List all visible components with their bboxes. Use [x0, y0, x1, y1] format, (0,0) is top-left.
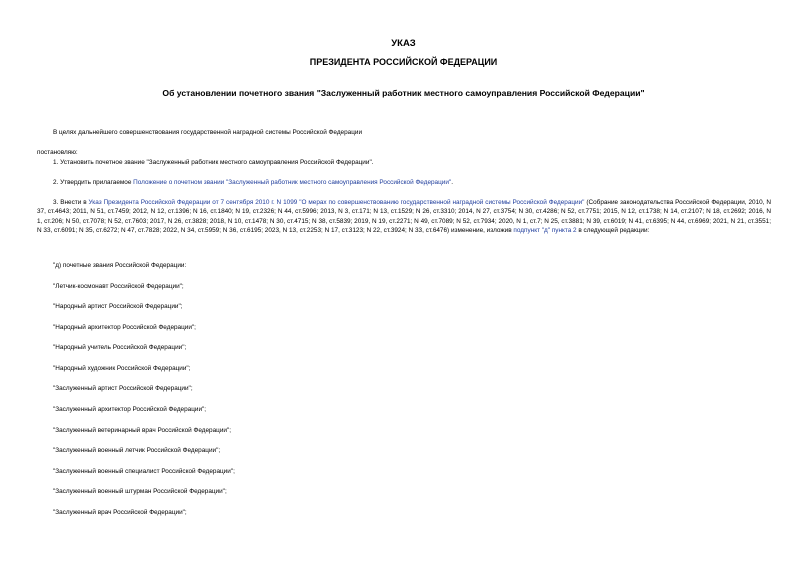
subparagraph-link[interactable]: подпункт "д" пункта 2	[513, 227, 577, 235]
item-3-prefix: 3. Внести в	[53, 199, 89, 206]
quote-line: "Заслуженный артист Российской Федерации";	[53, 385, 193, 392]
quote-line: "Народный художник Российской Федерации";	[53, 365, 191, 372]
document-title: УКАЗ	[391, 38, 416, 49]
quote-line: "Народный учитель Российской Федерации";	[53, 344, 187, 351]
decree-word: постановляю:	[37, 149, 78, 156]
quote-line: "Народный архитектор Российской Федерации";	[53, 324, 196, 331]
quote-line: "Заслуженный военный летчик Российской Федерации";	[53, 447, 221, 454]
quote-line: "д) почетные звания Российской Федерации:	[53, 262, 187, 269]
regulation-link[interactable]: Положение о почетном звании "Заслуженный работник местного самоуправления Российской Федерации"	[133, 179, 452, 186]
item-2-suffix: .	[451, 179, 453, 186]
document-heading: Об установлении почетного звания "Заслуженный работник местного самоуправления Российской Федерации"	[162, 88, 645, 98]
item-3-middle: (Собрание законодательства Российской Федерации, 2010, N 37, ст.4643; 2011, N 51, ст.7459; 2012, N 12, ст.1396; N 16, ст.1840; N 19, ст.2326; N 44, ст.5996; 2013, N 3, ст.171; N 13, ст.1529; N 26, ст.3310; 2014, N 27, ст.3754; N 30, ст.4286; N 52, ст.7751; 2015, N 12, ст.1738; N 14, ст.2107; N 18, ст.2692; 2016, N 1, ст.206; N 50, ст.7078; N 52, ст.7603; 2017, N 26, ст.3828; 2018, N 10, ст.1478; N 30, ст.4715; N 38, ст.5839; 2019, N 19, ст.2271; N 49, ст.7089; N 52, ст.7934; 2020, N 1, ст.7; N 25, ст.3881; N 39, ст.6019; N 41, ст.6395; N 44, ст.6969; 2021, N 21, ст.3551; N 33, ст.6091; N 35, ст.6272; N 47, ст.7828; 2022, N 34, ст.5959; N 36, ст.6195; 2023, N 13, ст.2253; N 17, ст.3123; N 22, ст.3924; N 33, ст.6476) изменение, изложив	[37, 199, 771, 235]
intro-text: В целях дальнейшего совершенствования государственной наградной системы Российской Федерации	[53, 129, 363, 136]
quote-line: "Заслуженный архитектор Российской Федерации";	[53, 406, 207, 413]
item-1: 1. Установить почетное звание "Заслуженный работник местного самоуправления Российской Федерации".	[53, 159, 374, 166]
quote-line: "Заслуженный врач Российской Федерации";	[53, 509, 187, 516]
document-subtitle: ПРЕЗИДЕНТА РОССИЙСКОЙ ФЕДЕРАЦИИ	[309, 57, 498, 67]
quote-line: "Заслуженный ветеринарный врач Российской Федерации";	[53, 427, 232, 434]
quote-line: "Народный артист Российской Федерации";	[53, 303, 183, 310]
item-2	[53, 178, 453, 187]
decree-1099-link[interactable]: Указ Президента Российской Федерации от 7 сентября 2010 г. N 1099 "О мерах по совершенствованию государственной наградной системы Российской Федерации"	[88, 199, 585, 206]
quote-line: "Заслуженный военный специалист Российской Федерации";	[53, 468, 235, 475]
quote-line: "Летчик-космонавт Российской Федерации";	[53, 283, 184, 290]
quote-line: "Заслуженный военный штурман Российской Федерации";	[53, 488, 227, 495]
item-3	[37, 198, 771, 236]
item-3-suffix: в следующей редакции:	[576, 227, 650, 235]
item-2-prefix: 2. Утвердить прилагаемое	[53, 179, 134, 186]
